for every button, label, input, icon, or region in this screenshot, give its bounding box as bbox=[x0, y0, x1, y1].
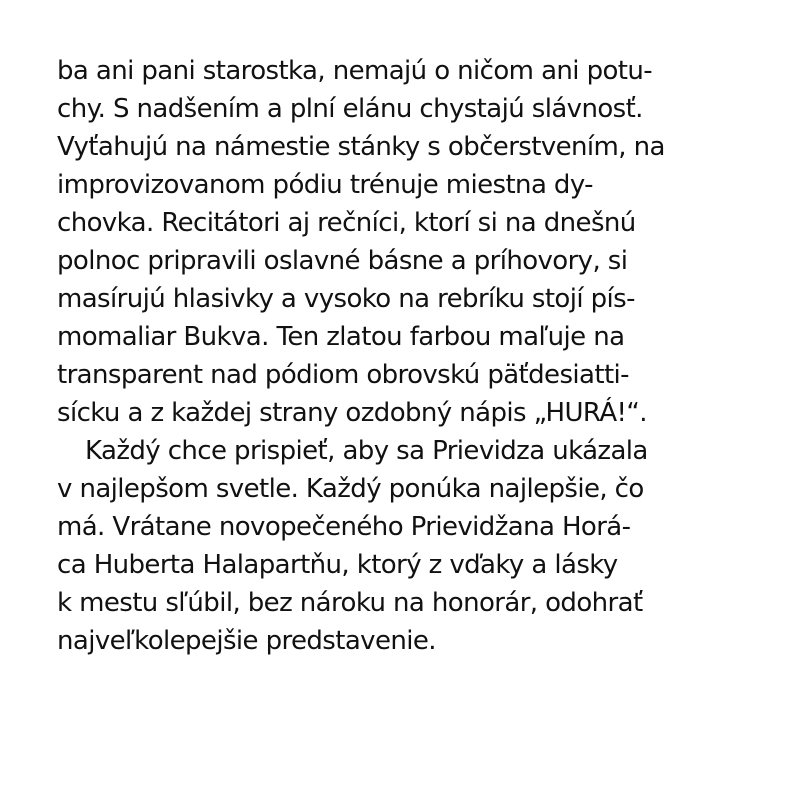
body-text bbox=[57, 52, 757, 660]
text-line-15: k mestu sľúbil, bez nároku na honorár, odohrať bbox=[57, 588, 643, 618]
text-line-14: ca Huberta Halapartňu, ktorý z vďaky a lásky bbox=[57, 550, 618, 580]
text-line-13: má. Vrátane novopečeného Prievidžana Horá- bbox=[57, 512, 631, 542]
text-line-9: transparent nad pódiom obrovskú päťdesiatti- bbox=[57, 360, 629, 390]
text-line-12: v najlepšom svetle. Každý ponúka najlepšie, čo bbox=[57, 474, 644, 504]
text-line-6: polnoc pripravili oslavné básne a príhovory, si bbox=[57, 246, 628, 276]
text-line-2: chy. S nadšením a plní elánu chystajú slávnosť. bbox=[57, 94, 643, 124]
text-line-4: improvizovanom pódiu trénuje miestna dy- bbox=[57, 170, 593, 200]
text-line-5: chovka. Recitátori aj rečníci, ktorí si na dnešnú bbox=[57, 208, 636, 238]
text-line-16: najveľkolepejšie predstavenie. bbox=[57, 626, 436, 656]
text-line-1: ba ani pani starostka, nemajú o ničom ani potu- bbox=[57, 56, 653, 86]
text-line-10: sícku a z každej strany ozdobný nápis „HURÁ!“. bbox=[57, 398, 647, 428]
text-line-8: momaliar Bukva. Ten zlatou farbou maľuje na bbox=[57, 322, 625, 352]
text-line-3: Vyťahujú na námestie stánky s občerstvením, na bbox=[57, 132, 665, 162]
text-line-11-paragraph-start: Každý chce prispieť, aby sa Prievidza ukázala bbox=[85, 436, 648, 466]
text-line-7: masírujú hlasivky a vysoko na rebríku stojí pís- bbox=[57, 284, 635, 314]
